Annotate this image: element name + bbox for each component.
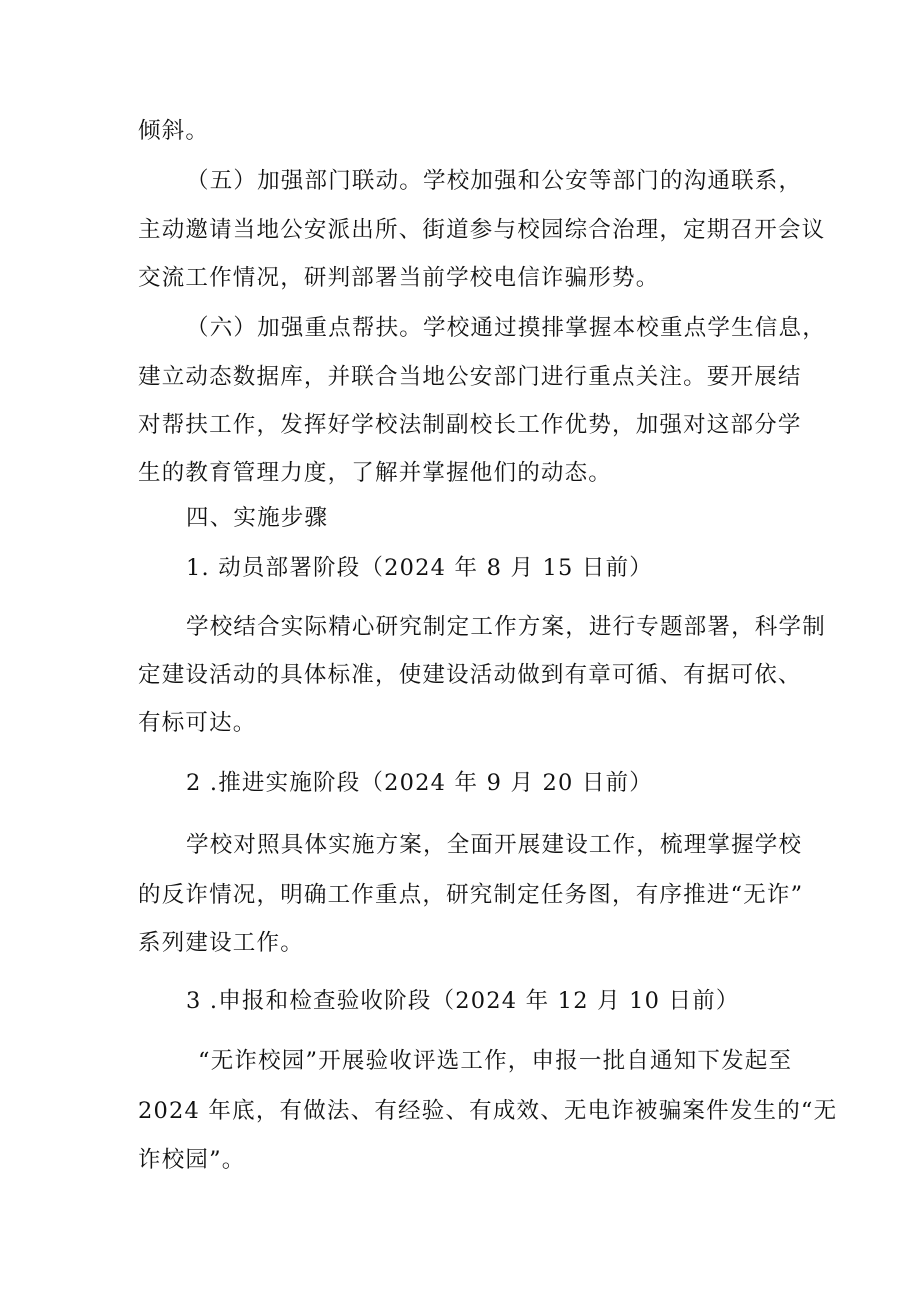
paragraph-line: 倾斜。 <box>138 118 210 144</box>
paragraph-line: 的反诈情况，明确工作重点，研究制定任务图，有序推进“无诈” <box>138 882 804 908</box>
paragraph-line: 系列建设工作。 <box>138 930 304 956</box>
paragraph-line: 建立动态数据库，并联合当地公安部门进行重点关注。要开展结 <box>138 364 802 390</box>
chapter-heading: 四、实施步骤 <box>186 505 329 531</box>
step-heading-3: 3 .申报和检查验收阶段（2024 年 12 月 10 日前） <box>186 988 740 1014</box>
paragraph-line: 定建设活动的具体标准，使建设活动做到有章可循、有据可依、 <box>138 662 802 688</box>
paragraph-line: 主动邀请当地公安派出所、街道参与校园综合治理，定期召开会议 <box>138 217 826 243</box>
paragraph-line: 有标可达。 <box>138 710 257 736</box>
paragraph-line: “无诈校园”开展验收评选工作，申报一批自通知下发起至 <box>198 1048 793 1074</box>
paragraph-line: 诈校园”。 <box>138 1147 246 1173</box>
step-heading-1: 1. 动员部署阶段（2024 年 8 月 15 日前） <box>186 555 653 581</box>
paragraph-line: 交流工作情况，研判部署当前学校电信诈骗形势。 <box>138 265 660 291</box>
paragraph-line: 2024 年底，有做法、有经验、有成效、无电诈被骗案件发生的“无 <box>138 1098 838 1124</box>
section-heading-six: （六）加强重点帮扶。学校通过摸排掌握本校重点学生信息， <box>186 315 826 341</box>
paragraph-line: 学校对照具体实施方案，全面开展建设工作，梳理掌握学校 <box>186 832 803 858</box>
paragraph-line: 学校结合实际精心研究制定工作方案，进行专题部署，科学制 <box>186 614 826 640</box>
paragraph-line: 生的教育管理力度，了解并掌握他们的动态。 <box>138 460 613 486</box>
step-heading-2: 2 .推进实施阶段（2024 年 9 月 20 日前） <box>186 770 653 796</box>
section-heading-five: （五）加强部门联动。学校加强和公安等部门的沟通联系， <box>186 168 803 194</box>
paragraph-line: 对帮扶工作，发挥好学校法制副校长工作优势，加强对这部分学 <box>138 412 802 438</box>
